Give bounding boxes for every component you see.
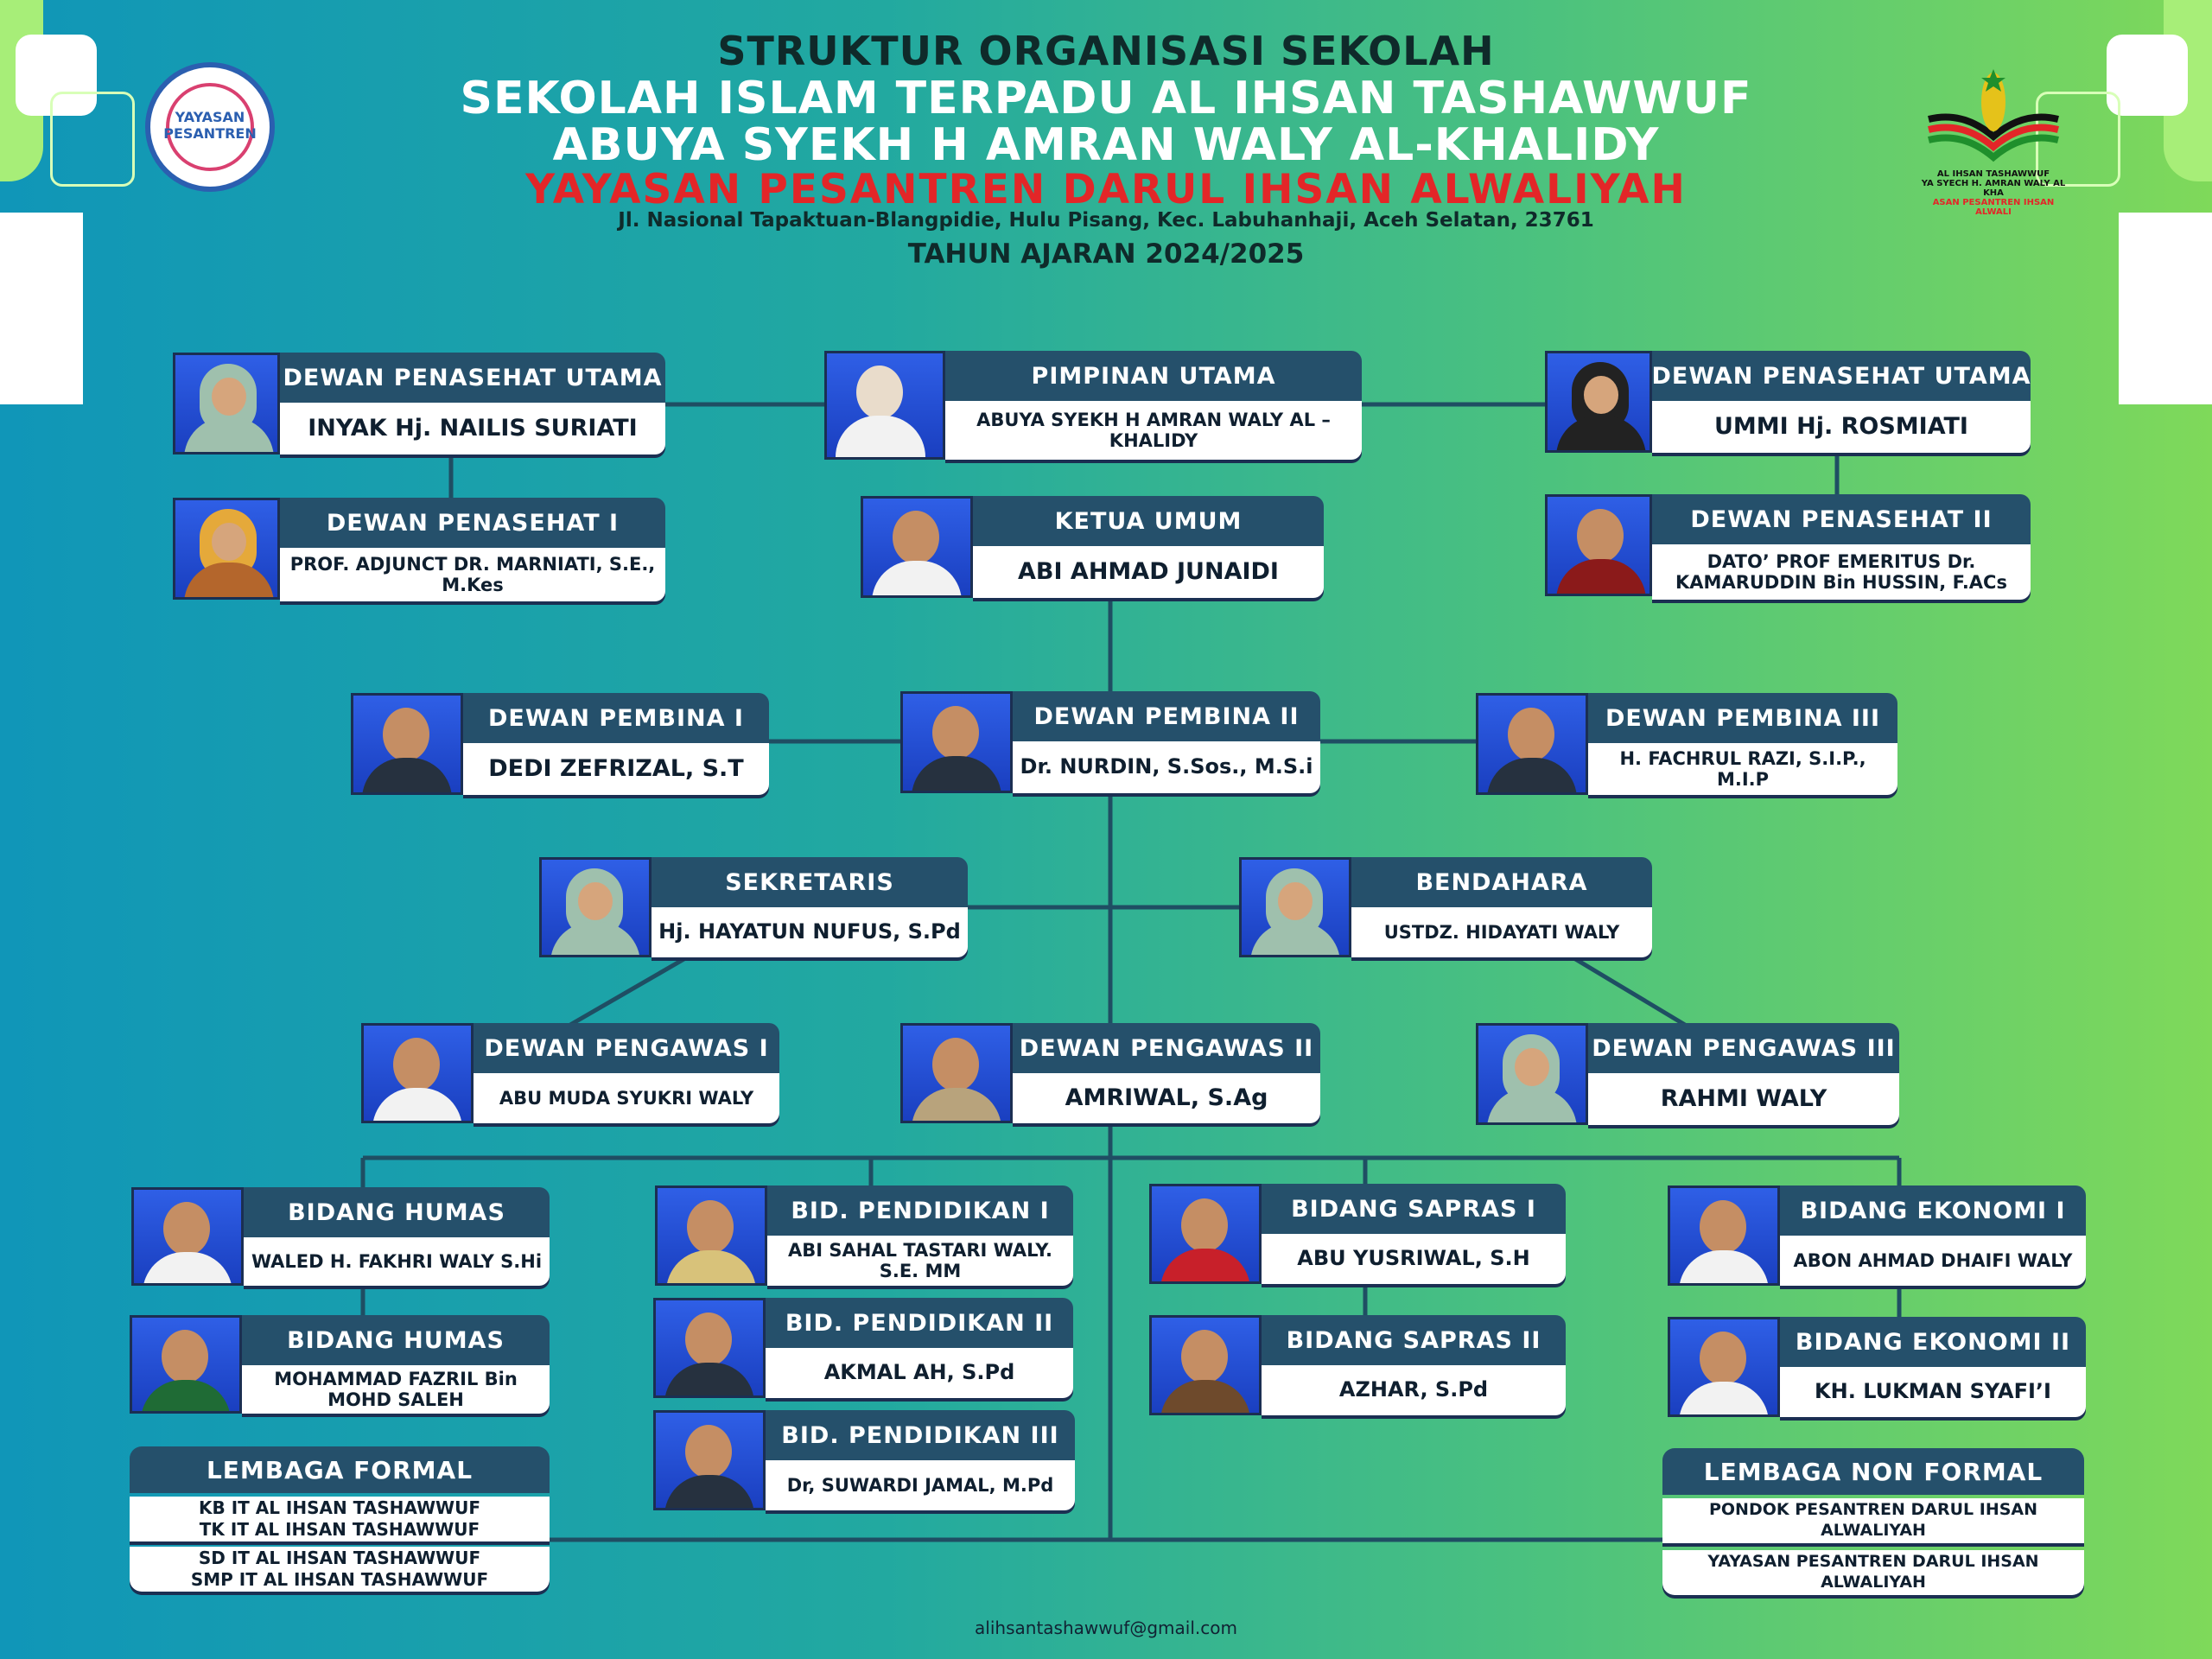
card-name: USTDZ. HIDAYATI WALY <box>1351 907 1652 957</box>
photo-bendahara <box>1239 857 1351 957</box>
card-title: DEWAN PEMBINA I <box>463 693 769 743</box>
card-title: DEWAN PENASEHAT UTAMA <box>280 353 665 403</box>
card-title: BIDANG EKONOMI I <box>1780 1185 2086 1236</box>
card-name: ABU MUDA SYUKRI WALY <box>474 1073 779 1123</box>
card-title: DEWAN PEMBINA III <box>1588 693 1897 743</box>
lembaga-formal-item: SD IT AL IHSAN TASHAWWUF <box>198 1548 481 1568</box>
card-title: SEKRETARIS <box>652 857 968 907</box>
photo-pembina-3 <box>1476 693 1588 795</box>
lembaga-non-formal <box>1662 1448 2084 1597</box>
card-name: KH. LUKMAN SYAFI’I <box>1780 1367 2086 1417</box>
card-title: BIDANG SAPRAS I <box>1262 1184 1566 1234</box>
card-title: BIDANG EKONOMI II <box>1780 1317 2086 1367</box>
header-school-name: SEKOLAH ISLAM TERPADU AL IHSAN TASHAWWUF <box>460 73 1752 124</box>
card-name: RAHMI WALY <box>1588 1073 1899 1125</box>
card-pendidikan-3 <box>653 1410 1075 1510</box>
card-pengawas-3 <box>1476 1023 1899 1125</box>
photo-pendidikan-2 <box>653 1298 766 1398</box>
card-name: AMRIWAL, S.Ag <box>1013 1073 1320 1123</box>
card-title: KETUA UMUM <box>973 496 1324 546</box>
card-humas-2 <box>130 1315 550 1414</box>
photo-penasehat-utama-left <box>173 353 280 454</box>
header-founder: ABUYA SYEKH H AMRAN WALY AL-KHALIDY <box>552 119 1660 171</box>
lembaga-formal <box>130 1446 550 1595</box>
logo-right-line-3: ASAN PESANTREN IHSAN ALWALI <box>1932 198 2055 217</box>
card-pimpinan-utama <box>824 351 1362 460</box>
card-name: H. FACHRUL RAZI, S.I.P., M.I.P <box>1588 743 1897 795</box>
card-name: UMMI Hj. ROSMIATI <box>1652 401 2031 453</box>
card-pengawas-1 <box>361 1023 779 1123</box>
card-title: DEWAN PENASEHAT II <box>1652 494 2031 544</box>
header-title: STRUKTUR ORGANISASI SEKOLAH <box>717 28 1495 74</box>
lembaga-non-formal-row-1 <box>1662 1498 2084 1543</box>
lembaga-non-formal-item: PONDOK PESANTREN DARUL IHSAN ALWALIYAH <box>1708 1500 2038 1540</box>
card-title: PIMPINAN UTAMA <box>945 351 1362 401</box>
card-name: Dr. NURDIN, S.Sos., M.S.i <box>1013 741 1320 793</box>
lembaga-non-formal-title: LEMBAGA NON FORMAL <box>1662 1448 2084 1495</box>
card-ekonomi-2 <box>1668 1317 2086 1417</box>
photo-ekonomi-2 <box>1668 1317 1780 1417</box>
card-title: DEWAN PENGAWAS II <box>1013 1023 1320 1073</box>
card-name: ABU YUSRIWAL, S.H <box>1262 1234 1566 1284</box>
card-name: DEDI ZEFRIZAL, S.T <box>463 743 769 795</box>
card-pengawas-2 <box>900 1023 1320 1123</box>
card-pendidikan-1 <box>655 1185 1073 1286</box>
card-title: DEWAN PENASEHAT UTAMA <box>1652 351 2031 401</box>
card-name: WALED H. FAKHRI WALY S.Hi <box>244 1237 550 1286</box>
photo-pendidikan-3 <box>653 1410 766 1510</box>
photo-pembina-1 <box>351 693 463 795</box>
photo-pengawas-3 <box>1476 1023 1588 1125</box>
card-name: Hj. HAYATUN NUFUS, S.Pd <box>652 907 968 957</box>
card-penasehat-utama-right <box>1545 351 2031 453</box>
card-humas-1 <box>131 1187 550 1286</box>
photo-sapras-1 <box>1149 1184 1262 1284</box>
card-sekretaris <box>539 857 968 957</box>
logo-left-text: YAYASAN PESANTREN <box>163 109 257 142</box>
card-sapras-2 <box>1149 1315 1566 1415</box>
card-name: AZHAR, S.Pd <box>1262 1365 1566 1415</box>
header-academic-year: TAHUN AJARAN 2024/2025 <box>907 238 1305 270</box>
card-pembina-1 <box>351 693 769 795</box>
card-penasehat-utama-left <box>173 353 665 454</box>
photo-sapras-2 <box>1149 1315 1262 1415</box>
card-name: INYAK Hj. NAILIS SURIATI <box>280 403 665 454</box>
lembaga-formal-row-2 <box>130 1547 550 1592</box>
card-name: ABON AHMAD DHAIFI WALY <box>1780 1236 2086 1286</box>
photo-penasehat-utama-right <box>1545 351 1652 453</box>
lembaga-formal-item: KB IT AL IHSAN TASHAWWUF <box>198 1497 480 1518</box>
card-name: Dr, SUWARDI JAMAL, M.Pd <box>766 1460 1075 1510</box>
photo-pimpinan-utama <box>824 351 945 460</box>
card-title: BID. PENDIDIKAN II <box>766 1298 1073 1348</box>
card-title: DEWAN PEMBINA II <box>1013 691 1320 741</box>
card-name: ABI SAHAL TASTARI WALY. S.E. MM <box>767 1236 1073 1286</box>
card-title: BIDANG HUMAS <box>242 1315 550 1365</box>
header-foundation: YAYASAN PESANTREN DARUL IHSAN ALWALIYAH <box>525 166 1687 213</box>
card-name: ABUYA SYEKH H AMRAN WALY AL – KHALIDY <box>945 401 1362 460</box>
lembaga-formal-item: TK IT AL IHSAN TASHAWWUF <box>199 1519 480 1540</box>
card-title: BIDANG SAPRAS II <box>1262 1315 1566 1365</box>
card-ketua-umum <box>861 496 1324 598</box>
photo-ekonomi-1 <box>1668 1185 1780 1286</box>
photo-pengawas-1 <box>361 1023 474 1123</box>
logo-right-line-1: AL IHSAN TASHAWWUF <box>1936 169 2050 179</box>
lembaga-formal-title: LEMBAGA FORMAL <box>130 1446 550 1493</box>
lembaga-non-formal-item: YAYASAN PESANTREN DARUL IHSAN ALWALIYAH <box>1707 1552 2039 1592</box>
photo-pengawas-2 <box>900 1023 1013 1123</box>
lembaga-formal-row-1 <box>130 1497 550 1541</box>
photo-pendidikan-1 <box>655 1185 767 1286</box>
photo-penasehat-2 <box>1545 494 1652 596</box>
card-title: BID. PENDIDIKAN III <box>766 1410 1075 1460</box>
card-title: DEWAN PENGAWAS III <box>1588 1023 1899 1073</box>
card-name: PROF. ADJUNCT DR. MARNIATI, S.E., M.Kes <box>280 548 665 601</box>
card-name: MOHAMMAD FAZRIL Bin MOHD SALEH <box>242 1365 550 1414</box>
card-name: ABI AHMAD JUNAIDI <box>973 546 1324 598</box>
lembaga-formal-item: SMP IT AL IHSAN TASHAWWUF <box>190 1569 489 1590</box>
footer-email: alihsantashawwuf@gmail.com <box>975 1618 1237 1638</box>
card-bendahara <box>1239 857 1652 957</box>
photo-pembina-2 <box>900 691 1013 793</box>
card-sapras-1 <box>1149 1184 1566 1284</box>
lembaga-non-formal-row-2 <box>1662 1550 2084 1595</box>
card-name: AKMAL AH, S.Pd <box>766 1348 1073 1398</box>
card-pembina-2 <box>900 691 1320 793</box>
card-pendidikan-2 <box>653 1298 1073 1398</box>
card-penasehat-2 <box>1545 494 2031 600</box>
card-title: BIDANG HUMAS <box>244 1187 550 1237</box>
card-title: BID. PENDIDIKAN I <box>767 1185 1073 1236</box>
card-pembina-3 <box>1476 693 1897 795</box>
card-title: DEWAN PENGAWAS I <box>474 1023 779 1073</box>
card-penasehat-1 <box>173 498 665 601</box>
card-name: DATO’ PROF EMERITUS Dr. KAMARUDDIN Bin HUSSIN, F.ACs <box>1652 544 2031 600</box>
card-title: DEWAN PENASEHAT I <box>280 498 665 548</box>
photo-humas-2 <box>130 1315 242 1414</box>
logo-right-line-2: YA SYECH H. AMRAN WALY AL KHA <box>1921 179 2066 198</box>
card-ekonomi-1 <box>1668 1185 2086 1286</box>
photo-humas-1 <box>131 1187 244 1286</box>
header-address: Jl. Nasional Tapaktuan-Blangpidie, Hulu Pisang, Kec. Labuhanhaji, Aceh Selatan, 23761 <box>618 209 1594 232</box>
card-title: BENDAHARA <box>1351 857 1652 907</box>
photo-sekretaris <box>539 857 652 957</box>
photo-ketua-umum <box>861 496 973 598</box>
photo-penasehat-1 <box>173 498 280 600</box>
